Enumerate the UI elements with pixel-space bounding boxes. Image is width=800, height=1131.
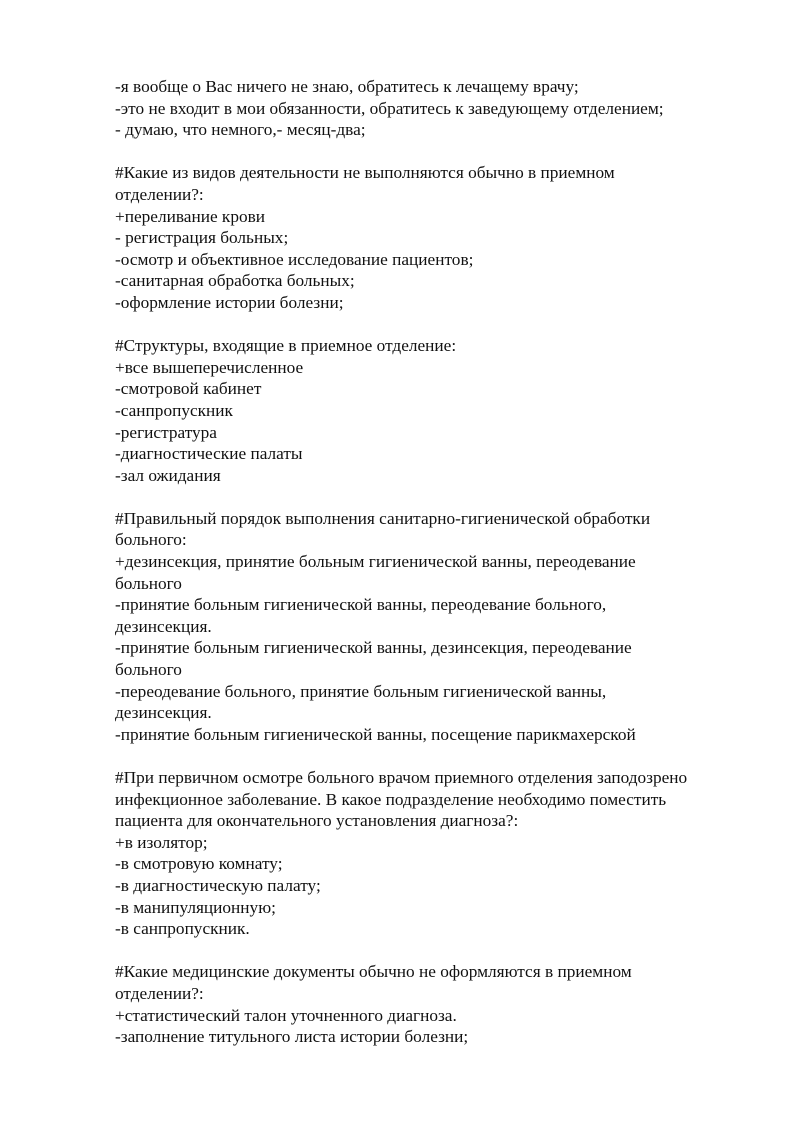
answer-line: +переливание крови: [115, 206, 266, 226]
answer-line: - регистрация больных;: [115, 228, 289, 248]
answer-line: -принятие больным гигиенической ванны, посещение парикмахерской: [115, 724, 636, 744]
question-line: #Структуры, входящие в приемное отделение:: [115, 336, 457, 356]
answer-line: дезинсекция.: [115, 703, 212, 723]
answer-line: -зал ожидания: [115, 465, 221, 485]
answer-line: -в манипуляционную;: [115, 897, 276, 917]
blank-line: [115, 745, 775, 767]
answer-line: +статистический талон уточненного диагноза.: [115, 1005, 457, 1025]
answer-line: -в санпропускник.: [115, 919, 250, 939]
answer-line: -принятие больным гигиенической ванны, переодевание больного,: [115, 595, 607, 615]
answer-line: -оформление истории болезни;: [115, 292, 344, 312]
question-line: #При первичном осмотре больного врачом приемного отделения заподозрено: [115, 768, 688, 787]
answer-line: -санпропускник: [115, 400, 233, 420]
answer-line: -я вообще о Вас ничего не знаю, обратитесь к лечащему врачу;: [115, 77, 579, 96]
question-block-1: [115, 162, 775, 313]
answer-line: +в изолятор;: [115, 832, 208, 852]
answer-line: -смотровой кабинет: [115, 379, 262, 399]
answer-line: -это не входит в мои обязанности, обратитесь к заведующему отделением;: [115, 98, 664, 118]
answer-block-top: [115, 76, 775, 141]
blank-line: [115, 486, 775, 508]
answer-line: -заполнение титульного листа истории болезни;: [115, 1027, 469, 1047]
question-line: #Какие из видов деятельности не выполняются обычно в приемном: [115, 163, 615, 183]
answer-line: -осмотр и объективное исследование пациентов;: [115, 249, 474, 269]
question-block-3: [115, 508, 775, 746]
answer-line: +все вышеперечисленное: [115, 357, 304, 377]
question-line: больного:: [115, 530, 187, 550]
blank-line: [115, 141, 775, 163]
question-block-4: [115, 767, 775, 940]
blank-line: [115, 314, 775, 336]
answer-line: +дезинсекция, принятие больным гигиенической ванны, переодевание: [115, 552, 636, 572]
answer-line: -в смотровую комнату;: [115, 854, 283, 874]
question-line: инфекционное заболевание. В какое подразделение необходимо поместить: [115, 789, 667, 809]
document-page: [115, 76, 775, 1048]
question-line: #Какие медицинские документы обычно не оформляются в приемном: [115, 962, 632, 982]
answer-line: -принятие больным гигиенической ванны, дезинсекция, переодевание: [115, 638, 632, 658]
question-line: отделении?:: [115, 184, 204, 204]
answer-line: - думаю, что немного,- месяц-два;: [115, 120, 366, 140]
answer-line: -регистратура: [115, 422, 217, 442]
answer-line: -переодевание больного, принятие больным гигиенической ванны,: [115, 681, 607, 701]
answer-line: -санитарная обработка больных;: [115, 271, 355, 291]
answer-line: -в диагностическую палату;: [115, 875, 321, 895]
question-block-5: [115, 961, 775, 1047]
answer-line: дезинсекция.: [115, 616, 212, 636]
blank-line: [115, 940, 775, 962]
question-block-2: [115, 335, 775, 486]
answer-line: -диагностические палаты: [115, 444, 303, 464]
question-line: пациента для окончательного установления диагноза?:: [115, 811, 519, 831]
question-line: отделении?:: [115, 983, 204, 1003]
answer-line: больного: [115, 573, 182, 593]
question-line: #Правильный порядок выполнения санитарно-гигиенической обработки: [115, 508, 651, 528]
answer-line: больного: [115, 660, 182, 680]
